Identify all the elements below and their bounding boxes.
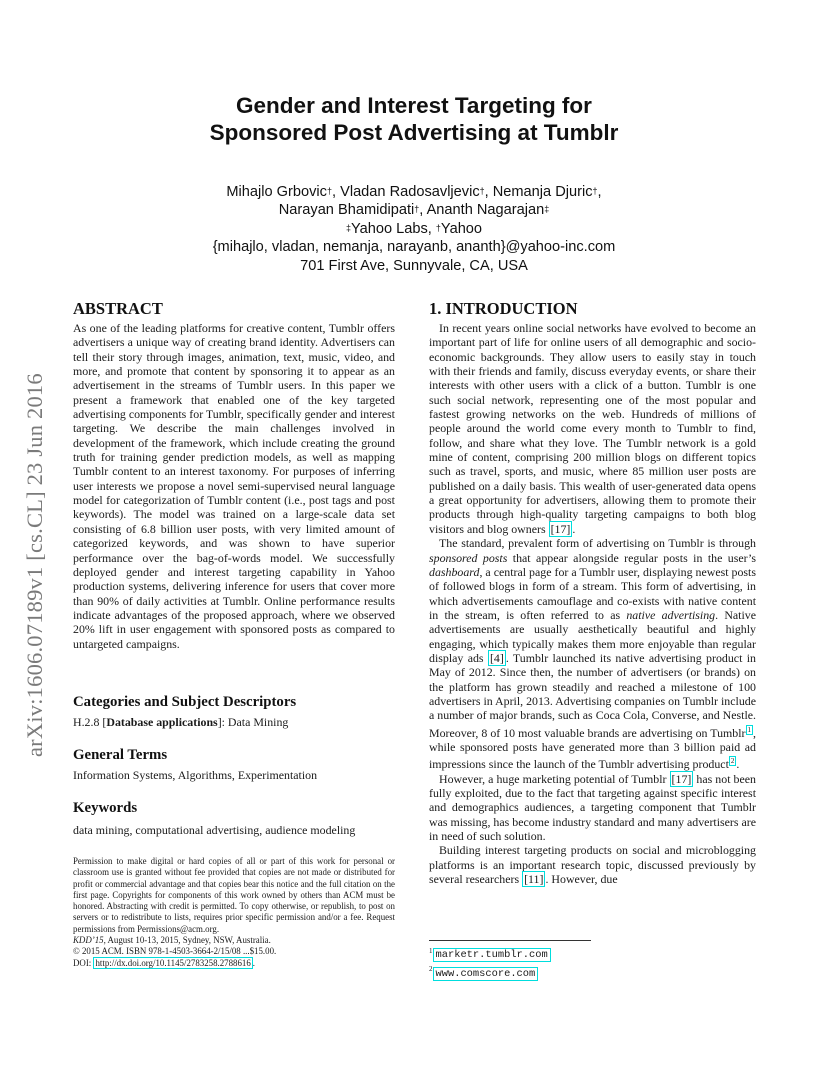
author-emails: {mihajlo, vladan, nemanja, narayanb, ananth}@yahoo-inc.com — [212, 239, 616, 256]
categories-heading: Categories and Subject Descriptors — [73, 694, 297, 710]
paper-title — [110, 92, 718, 146]
keywords-heading: Keywords — [73, 800, 138, 816]
keywords-text: data mining, computational advertising, audience modeling — [73, 823, 356, 837]
citation-link[interactable]: [17] — [550, 521, 571, 536]
intro-text — [429, 321, 756, 886]
abstract-heading: ABSTRACT — [73, 299, 163, 318]
title-line-2: Sponsored Post Advertising at Tumblr — [209, 120, 619, 145]
intro-paragraph-2: The standard, prevalent form of advertising on Tumblr is through sponsored posts that appear alongside regular posts in the user’s dashboard, a central page for a Tumblr user, displaying newest posts of followed blogs in form of a stream. This form of advertising, in which advertisements camouflage and co-exists with native content in the stream, is often referred to as native advertising. Native advertisements are usually aesthetically beautiful and highly engaging, which typically makes them more enjoyable than regular display ads [4] . Tumblr launched its native advertising product in May of 2012. Since then, the number of advertisers (or brands) on the platform has grown steadily and reached a milestone of 100 advertisers in April, 2013. Advertising companies on Tumblr include a number of major brands, such as Coca Cola, Converse, and Nestle. Moreover, 8 of 10 most valuable brands are advertising on Tumblr $^1$ , while sponsored posts have generated more than 3 billion paid ad impressions since the launch of the Tumblr advertising product $^2$ . — [429, 536, 757, 772]
categories-text: H.2.8 [Database applications]: Data Mining — [73, 715, 289, 729]
doi-link[interactable]: http://dx.doi.org/10.1145/2783258.2788616 — [95, 957, 251, 968]
author-address: 701 First Ave, Sunnyvale, CA, USA — [300, 257, 528, 274]
arxiv-stamp: arXiv:1606.07189v1 [cs.CL] 23 Jun 2016 — [22, 373, 47, 757]
intro-paragraph-4: Building interest targeting products on social and microblogging platforms is an important research topic, discussed previously by several researchers [11] . However, due — [429, 843, 756, 886]
general-terms-text: Information Systems, Algorithms, Experimentation — [73, 768, 318, 782]
intro-paragraph-1: In recent years online social networks have evolved to become an important part of life for online users of all demographic and socio-economic backgrounds. They allow users to easily stay in touch with their friends and family, discuss everyday events, or share their interests with other users with a click of a button. Tumblr is one such social network, representing one of the most popular and fastest growing networks on the web. Hundreds of millions of people around the world come every month to Tumblr to find, follow, and share what they love. The Tumblr network is a gold mine of content, comprising 200 million blogs on different topics such as travel, sports, and music, where 85 million user posts are published on a daily basis. This wealth of user-generated data opens a great opportunity for advertisers, allowing them to promote their products through high-quality targeting campaigns to both blog visitors and blog owners [17] . — [429, 321, 756, 536]
author-line-1: Mihajlo Grbovic†, Vladan Radosavljevic†, Nemanja Djuric†, — [226, 184, 602, 200]
author-block — [110, 183, 718, 275]
author-affiliation: ‡Yahoo Labs, †Yahoo — [345, 220, 483, 237]
abstract-text: As one of the leading platforms for creative content, Tumblr offers advertisers a unique way of creating brand identity. Advertisers can tell their story through images, animation, text, music, video, and more, and promote that content by sponsoring it to appear as an advertisement in the streams of Tumblr users. In this paper we present a framework that enabled one of the key targeted advertising components for Tumblr, specifically gender and interest targeting. We describe the main challenges involved in development of the framework, which include creating the ground truth for training gender prediction models, as well as mapping Tumblr content to an interest taxonomy. For purposes of inferring user interests we propose a novel semi-supervised neural language model for categorization of Tumblr content (i.e., post tags and post keywords). The model was trained on a large-scale data set consisting of 6.8 billion user posts, with very limited amount of categorized keywords, and was shown to have superior performance over the bag-of-words model. We successfully deployed gender and interest targeting capability in Yahoo production systems, delivering inference for users that cover more than 90% of daily activities at Tumblr. Online performance results indicate advantages of the proposed approach, where we observed 20% lift in user engagement with sponsored posts as compared to untargeted campaigns. — [73, 321, 395, 651]
title-line-1: Gender and Interest Targeting for — [236, 93, 592, 118]
footnote-url[interactable]: marketr.tumblr.com — [433, 948, 551, 962]
footnote-2: $^2$ www.comscore.com — [429, 962, 756, 980]
intro-heading: 1. INTRODUCTION — [429, 299, 578, 318]
footnote-rule — [429, 940, 591, 941]
citation-link[interactable]: [4] — [489, 650, 504, 665]
citation-link[interactable]: [11] — [524, 872, 544, 886]
footnote-link[interactable]: 1 — [747, 725, 752, 734]
author-line-2: Narayan Bhamidipati†, Ananth Nagarajan‡ — [278, 202, 550, 219]
citation-link[interactable]: [17] — [671, 771, 692, 786]
intro-paragraph-3: However, a huge marketing potential of Tumblr [17] has not been fully exploited, due to the fact that targeting against specific interest and demographics audiences, a targeting component that Tumblr was missing, has become industry standard and many advertisers are in need of such solution. — [429, 771, 756, 843]
footnotes — [429, 944, 756, 981]
footnote-url[interactable]: www.comscore.com — [433, 967, 539, 981]
footnote-1: $^1$ marketr.tumblr.com — [429, 944, 756, 962]
general-terms-heading: General Terms — [73, 747, 168, 763]
permission-notice: Permission to make digital or hard copies of all or part of this work for personal or classroom use is granted without fee provided that copies are not made or distributed for profit or commercial advantage and that copies bear this notice and the full citation on the first page. Copyrights for components of this work owned by others than ACM must be honored. Abstracting with credit is permitted. To copy otherwise, or republish, to post on servers or to redistribute to lists, requires prior specific permission and/or a fee. Request permissions from Permissions@acm.org. KDD’15, August 10-13, 2015, Sydney, NSW, Australia. © 2015 ACM. ISBN 978-1-4503-3664-2/15/08 ...$15.00. DOI: http://dx.doi.org/10.1145/2783258.2788616 . — [73, 856, 395, 968]
footnote-link[interactable]: 2 — [730, 757, 735, 766]
